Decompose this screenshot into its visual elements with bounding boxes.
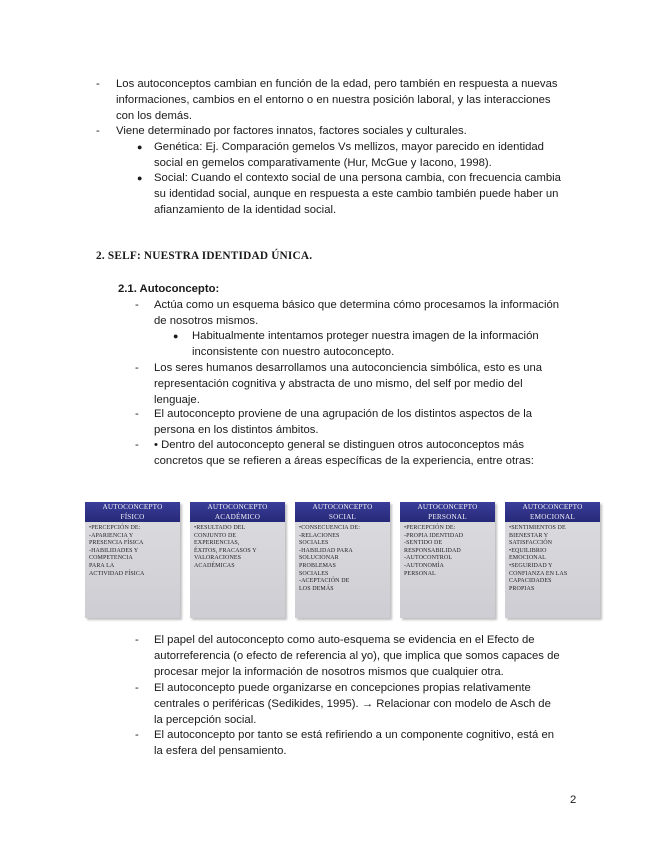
- text-line: El autoconcepto por tanto se está refiriendo a un componente cognitivo, está en: [154, 729, 555, 741]
- box-line: CAPACIDADES: [509, 578, 552, 585]
- text-line: su identidad social, aunque en respuesta a este cambio también puede haber un: [154, 187, 559, 200]
- list-bullet: ●: [137, 173, 143, 183]
- title-line: EMOCIONAL: [530, 512, 575, 521]
- box-line: •SEGURIDAD Y: [509, 562, 553, 569]
- box-line: •PERCEPCIÓN DE:: [89, 525, 141, 531]
- text-line: inconsistente con nuestro autoconcepto.: [192, 345, 395, 358]
- box-line: •PERCEPCIÓN DE:: [404, 525, 456, 531]
- box-line: SATISFACCIÓN: [509, 540, 553, 547]
- concept-box-body: [505, 522, 600, 593]
- box-line: -HABILIDAD PARA: [299, 547, 353, 554]
- concept-box-title: [400, 502, 495, 522]
- box-line: BIENESTAR Y: [509, 532, 549, 539]
- text-line: El autoconcepto proviene de una agrupación de los distintos aspectos de la: [154, 408, 533, 420]
- text-line: concretos que se refieren a áreas específicas de la experiencia, entre otras:: [154, 454, 534, 467]
- text-line: Habitualmente intentamos proteger nuestra imagen de la información: [192, 330, 539, 342]
- concept-box-body: [400, 522, 495, 578]
- concept-box-title: [505, 502, 600, 522]
- box-line: CONJUNTO DE: [194, 532, 237, 539]
- text-line: Genética: Ej. Comparación gemelos Vs mellizos, mayor parecido en identidad: [154, 141, 544, 153]
- text-line: la percepción social.: [154, 713, 257, 726]
- text-line: Social: Cuando el contexto social de una persona cambia, con frecuencia cambia: [154, 172, 561, 184]
- intro-sub-1: [154, 140, 578, 172]
- intro-sub-2: [154, 171, 578, 218]
- concept-box-emocional: [505, 502, 600, 618]
- after-item-3: [154, 728, 578, 760]
- text-line: con los demás.: [116, 109, 192, 122]
- title-line: AUTOCONCEPTO: [102, 503, 163, 511]
- box-line: ACTIVIDAD FÍSICA: [89, 570, 145, 577]
- box-line: •SENTIMIENTOS DE: [509, 525, 566, 531]
- concept-box-title: [85, 502, 180, 522]
- text-line: El autoconcepto puede organizarse en concepciones propias relativamente: [154, 682, 531, 694]
- text-line: El papel del autoconcepto como auto-esquema se evidencia en el Efecto de: [154, 634, 535, 646]
- section-item-1-sub: [192, 329, 578, 361]
- section-item-2: [154, 361, 578, 408]
- list-dash: -: [135, 634, 139, 646]
- subsection-heading: 2.1. Autoconcepto:: [118, 283, 220, 295]
- text-line: lenguaje.: [154, 393, 200, 406]
- box-line: •EQUILIBRIO: [509, 547, 547, 554]
- box-line: SOCIALES: [299, 540, 329, 547]
- concept-box-fisico: [85, 502, 180, 618]
- box-line: CONFIANZA EN LAS: [509, 570, 568, 577]
- text-line: afianzamiento de la identidad social.: [154, 203, 337, 216]
- text-line: representación cognitiva y abstracta de uno mismo, del self por medio del: [154, 377, 523, 390]
- box-line: SOCIALES: [299, 570, 329, 577]
- text-line: informaciones, cambios en el entorno o en nuestra posición laboral, y las interacciones: [116, 93, 551, 106]
- list-bullet: ●: [137, 142, 143, 152]
- box-line: -AUTOCONTROL: [404, 555, 453, 562]
- list-dash: -: [135, 682, 139, 694]
- title-line: AUTOCONCEPTO: [522, 503, 583, 511]
- title-line: SOCIAL: [328, 512, 357, 521]
- after-item-2: [154, 681, 578, 728]
- box-line: PRESENCIA FÍSICA: [89, 540, 144, 547]
- text-line: procesar mejor la información de nosotros mismos que cualquier otra.: [154, 665, 504, 678]
- section-item-4: [154, 438, 578, 470]
- section-item-3: [154, 407, 578, 439]
- concept-box-personal: [400, 502, 495, 618]
- text-line: Actúa como un esquema básico que determina cómo procesamos la información: [154, 299, 560, 311]
- box-line: PARA LA: [89, 562, 115, 569]
- box-line: -SENTIDO DE: [404, 540, 443, 547]
- box-line: -ACEPTACIÓN DE: [299, 578, 350, 585]
- intro-item-1: [116, 77, 578, 124]
- list-dash: -: [135, 408, 139, 420]
- text-line: Los autoconceptos cambian en función de la edad, pero también en respuesta a nuevas: [116, 78, 558, 90]
- list-dash: -: [135, 729, 139, 741]
- concept-box-body: [295, 522, 390, 593]
- concept-box-body: [190, 522, 285, 571]
- box-line: ACADÉMICAS: [194, 562, 235, 569]
- list-dash: -: [96, 125, 100, 137]
- text-line: social en gemelos comparativamente (Hur, McGue y Iacono, 1998).: [154, 156, 492, 169]
- box-line: VALORACIONES: [194, 555, 242, 562]
- after-item-1: [154, 633, 578, 680]
- concept-box-body: [85, 522, 180, 578]
- box-line: -RELACIONES: [299, 532, 340, 539]
- text-line: la esfera del pensamiento.: [154, 744, 287, 757]
- title-line: PERSONAL: [428, 512, 467, 521]
- box-line: EXPERIENCIAS,: [194, 540, 240, 547]
- list-dash: -: [135, 362, 139, 374]
- title-line: ACADÉMICO: [214, 512, 261, 521]
- text-line: autorreferencia (o efecto de referencia al yo), que implica que somos capaces de: [154, 649, 560, 662]
- section-heading: 2. SELF: NUESTRA IDENTIDAD ÚNICA.: [96, 250, 313, 262]
- box-line: ÉXITOS, FRACASOS Y: [194, 547, 257, 554]
- text-line: persona en los distintos ámbitos.: [154, 423, 319, 436]
- text-line: centrales o periféricas (Sedikides, 1995). → Relacionar con modelo de Asch de: [154, 697, 551, 710]
- list-dash: -: [135, 439, 139, 451]
- text-line: • Dentro del autoconcepto general se distinguen otros autoconceptos más: [154, 439, 525, 451]
- concept-box-title: [295, 502, 390, 522]
- title-line: AUTOCONCEPTO: [207, 503, 268, 511]
- title-line: AUTOCONCEPTO: [312, 503, 373, 511]
- intro-item-2: Viene determinado por factores innatos, factores sociales y culturales.: [116, 125, 467, 137]
- list-dash: -: [96, 78, 100, 90]
- box-line: PROBLEMAS: [299, 562, 336, 569]
- box-line: COMPETENCIA: [89, 555, 133, 562]
- box-line: •RESULTADO DEL: [194, 525, 246, 531]
- box-line: EMOCIONAL: [509, 555, 546, 562]
- box-line: -AUTONOMÍA: [404, 562, 444, 569]
- box-line: PROPIAS: [509, 585, 535, 592]
- text-line: de nosotros mismos.: [154, 314, 259, 327]
- title-line: FÍSICO: [120, 512, 145, 521]
- list-bullet: ●: [173, 331, 179, 341]
- box-line: •CONSECUENCIA DE:: [299, 525, 360, 531]
- box-line: SOLUCIONAR: [299, 555, 339, 562]
- box-line: PERSONAL: [404, 570, 436, 577]
- title-line: AUTOCONCEPTO: [417, 503, 478, 511]
- concept-box-title: [190, 502, 285, 522]
- section-item-1: [154, 298, 578, 330]
- box-line: RESPONSABILIDAD: [404, 547, 461, 554]
- concept-box-social: [295, 502, 390, 618]
- box-line: -APARIENCIA Y: [89, 532, 134, 539]
- list-dash: -: [135, 299, 139, 311]
- box-line: LOS DEMÁS: [299, 585, 334, 592]
- concept-box-academico: [190, 502, 285, 618]
- box-line: -PROPIA IDENTIDAD: [404, 532, 464, 539]
- text-line: Los seres humanos desarrollamos una autoconciencia simbólica, esto es una: [154, 362, 543, 374]
- page-number: 2: [570, 794, 577, 806]
- box-line: -HABILIDADES Y: [89, 547, 139, 554]
